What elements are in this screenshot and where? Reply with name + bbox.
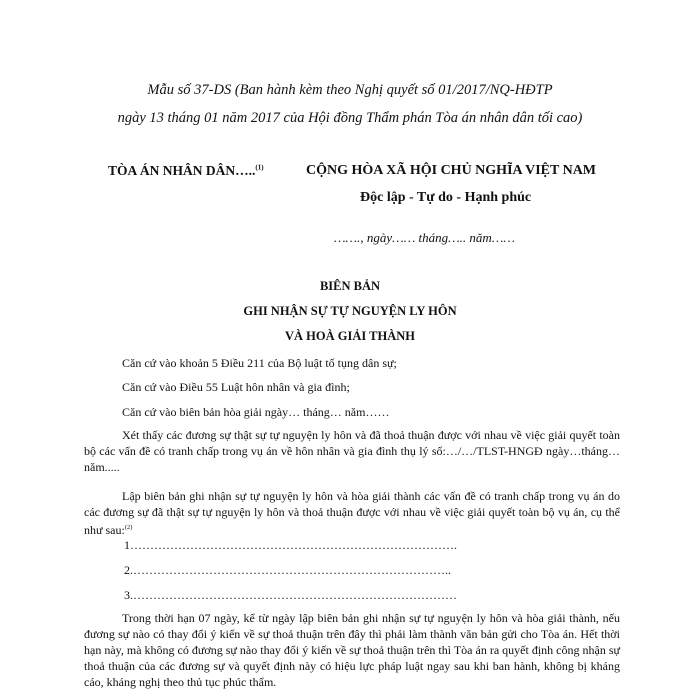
- agreement-item-3: 3.………………………………………………………………………: [124, 588, 457, 602]
- court-footnote: (1): [255, 163, 264, 172]
- paragraph-considering-text: Xét thấy các đương sự thật sự tự nguyện ly hôn và đã thoả thuận được với nhau về việc giải quyết toàn bộ các vấn đề có tranh chấp trong vụ án về hôn nhân và gia đình thụ lý số:…/…/TLST-HNGĐ ngày…tháng… năm.....: [84, 428, 620, 474]
- paragraph-record: [84, 488, 620, 538]
- record-footnote: (2): [124, 524, 133, 531]
- court-name: [108, 163, 264, 179]
- nation-name: CỘNG HÒA XÃ HỘI CHỦ NGHĨA VIỆT NAM: [306, 163, 597, 178]
- doc-title-line3: VÀ HOÀ GIẢI THÀNH: [285, 329, 415, 343]
- doc-title-line1: BIÊN BẢN: [319, 279, 381, 293]
- paragraph-deadline-text: Trong thời hạn 07 ngày, kể từ ngày lập biên bản ghi nhận sự tự nguyện ly hôn và hòa giải thành, nếu đương sự nào có thay đổi ý kiến về sự thoả thuận trên đây thì phải làm thành văn bản gửi cho Tòa án. Hết thời hạn này, mà không có đương sự nào thay đổi ý kiến về sự thoả thuận trên thì Tòa án ra quyết định công nhận sự thoả thuận của các đương sự và quyết định này có hiệu lực pháp luật ngay sau khi ban hành, không bị kháng cáo, kháng nghị theo thủ tục phúc thẩm.: [84, 611, 620, 689]
- legal-basis-2: Căn cứ vào Điều 55 Luật hôn nhân và gia đình;: [122, 380, 350, 394]
- nation-motto: Độc lập - Tự do - Hạnh phúc: [360, 190, 532, 205]
- paragraph-considering: [84, 427, 620, 475]
- form-reference-line2: ngày 13 tháng 01 năm 2017 của Hội đồng Thẩm phán Tòa án nhân dân tối cao): [117, 110, 583, 126]
- date-line: ……., ngày…… tháng….. năm……: [334, 230, 515, 245]
- legal-basis-3: Căn cứ vào biên bản hòa giải ngày… tháng… năm……: [122, 405, 390, 419]
- legal-basis-1: Căn cứ vào khoản 5 Điều 211 của Bộ luật tố tụng dân sự;: [122, 356, 397, 370]
- court-name-text: TÒA ÁN NHÂN DÂN…..: [108, 163, 256, 178]
- paragraph-record-text: Lập biên bản ghi nhận sự tự nguyện ly hôn và hòa giải thành các vấn đề có tranh chấp trong vụ án do các đương sự đã thật sự tự nguyện ly hôn và thoả thuận được với nhau về việc giải quyết toàn bộ vụ án, cụ thể như sau:: [84, 489, 620, 537]
- form-reference-line1: Mẫu số 37-DS (Ban hành kèm theo Nghị quyết số 01/2017/NQ-HĐTP: [147, 82, 553, 98]
- paragraph-deadline: [84, 610, 620, 690]
- doc-title-line2: GHI NHẬN SỰ TỰ NGUYỆN LY HÔN: [243, 304, 457, 318]
- agreement-item-2: 2.……………………………………………………………………..: [124, 563, 451, 577]
- agreement-item-1: 1……………………………………………………………………….: [124, 538, 457, 552]
